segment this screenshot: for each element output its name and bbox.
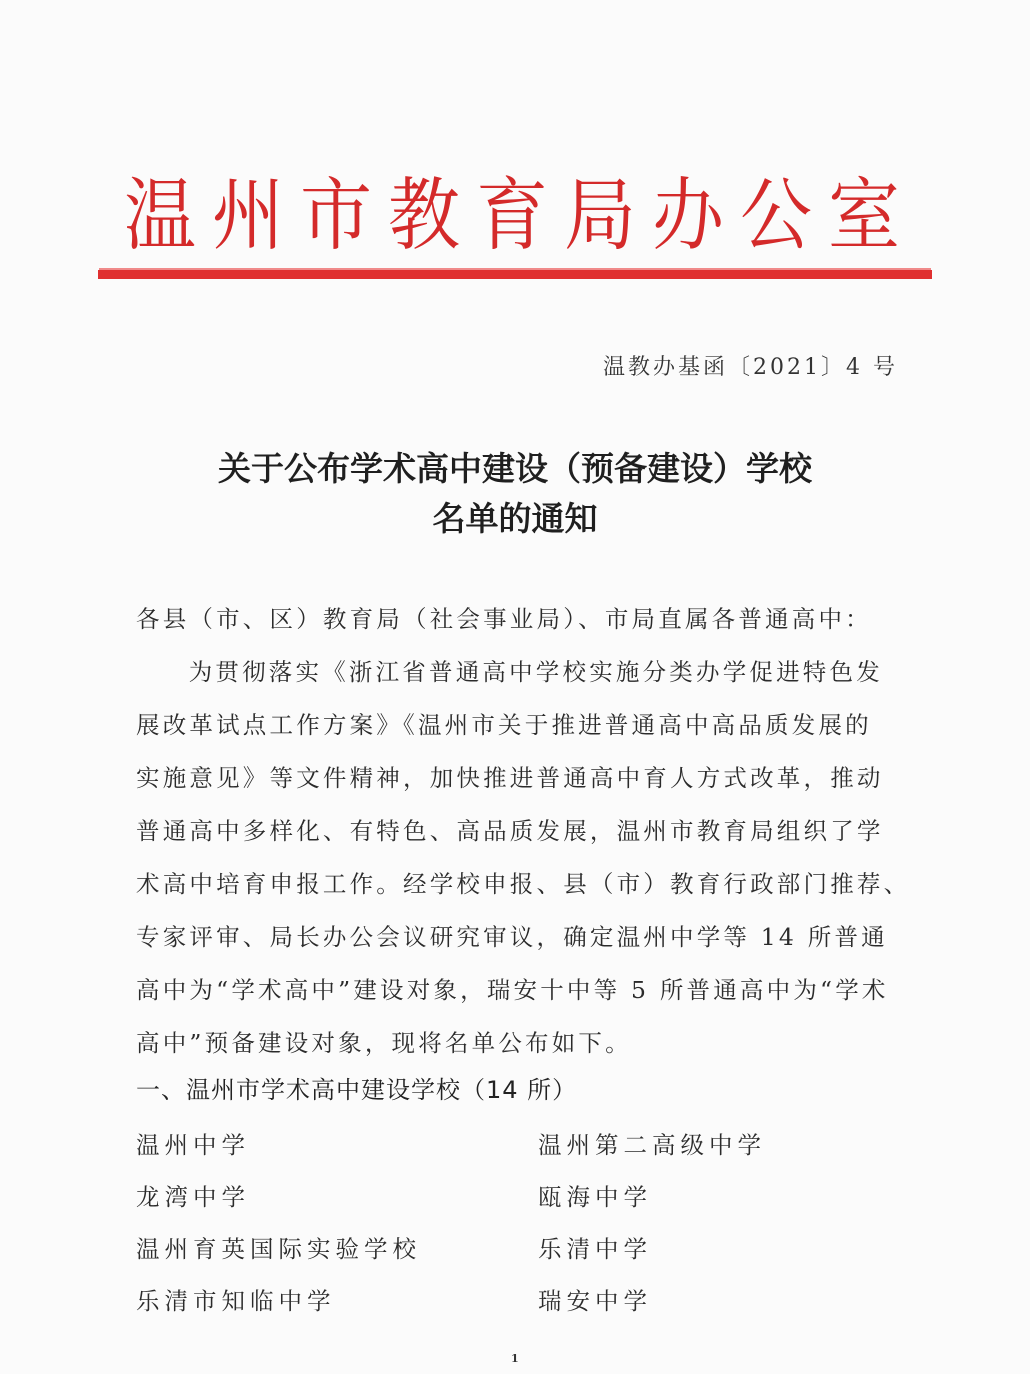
- school-name: 温州中学: [136, 1131, 250, 1159]
- school-name: 温州第二高级中学: [538, 1131, 766, 1159]
- school-name: 瓯海中学: [538, 1183, 652, 1211]
- school-name: 瑞安中学: [538, 1287, 652, 1315]
- school-name: 乐清中学: [538, 1235, 652, 1263]
- body-line: 高中为“学术高中”建设对象，瑞安十中等 5 所普通高中为“学术: [136, 976, 889, 1004]
- school-name: 龙湾中学: [136, 1183, 250, 1211]
- letterhead-title: 温州市教育局办公室: [123, 168, 916, 262]
- document-title-line-2: 名单的通知: [432, 499, 598, 538]
- body-line: 专家评审、局长办公会议研究审议，确定温州中学等 14 所普通: [136, 923, 888, 951]
- document-title-line-1: 关于公布学术高中建设（预备建设）学校: [218, 449, 812, 488]
- letterhead-red-rule: [98, 270, 932, 279]
- section-heading: 一、温州市学术高中建设学校（14 所）: [136, 1076, 578, 1104]
- salutation: 各县（市、区）教育局（社会事业局）、市局直属各普通高中：: [136, 605, 872, 633]
- school-name: 乐清市知临中学: [136, 1287, 336, 1315]
- body-line: 为贯彻落实《浙江省普通高中学校实施分类办学促进特色发: [162, 658, 883, 686]
- school-name: 温州育英国际实验学校: [136, 1235, 421, 1263]
- body-line: 实施意见》等文件精神，加快推进普通高中育人方式改革，推动: [136, 764, 884, 792]
- body-line: 术高中培育申报工作。经学校申报、县（市）教育行政部门推荐、: [136, 870, 911, 898]
- body-line: 普通高中多样化、有特色、高品质发展，温州市教育局组织了学: [136, 817, 884, 845]
- document-number: 温教办基函〔2021〕4 号: [603, 355, 898, 380]
- page-number: 1: [511, 1352, 519, 1365]
- body-line: 展改革试点工作方案》《温州市关于推进普通高中高品质发展的: [136, 711, 872, 739]
- body-line: 高中”预备建设对象，现将名单公布如下。: [136, 1029, 632, 1057]
